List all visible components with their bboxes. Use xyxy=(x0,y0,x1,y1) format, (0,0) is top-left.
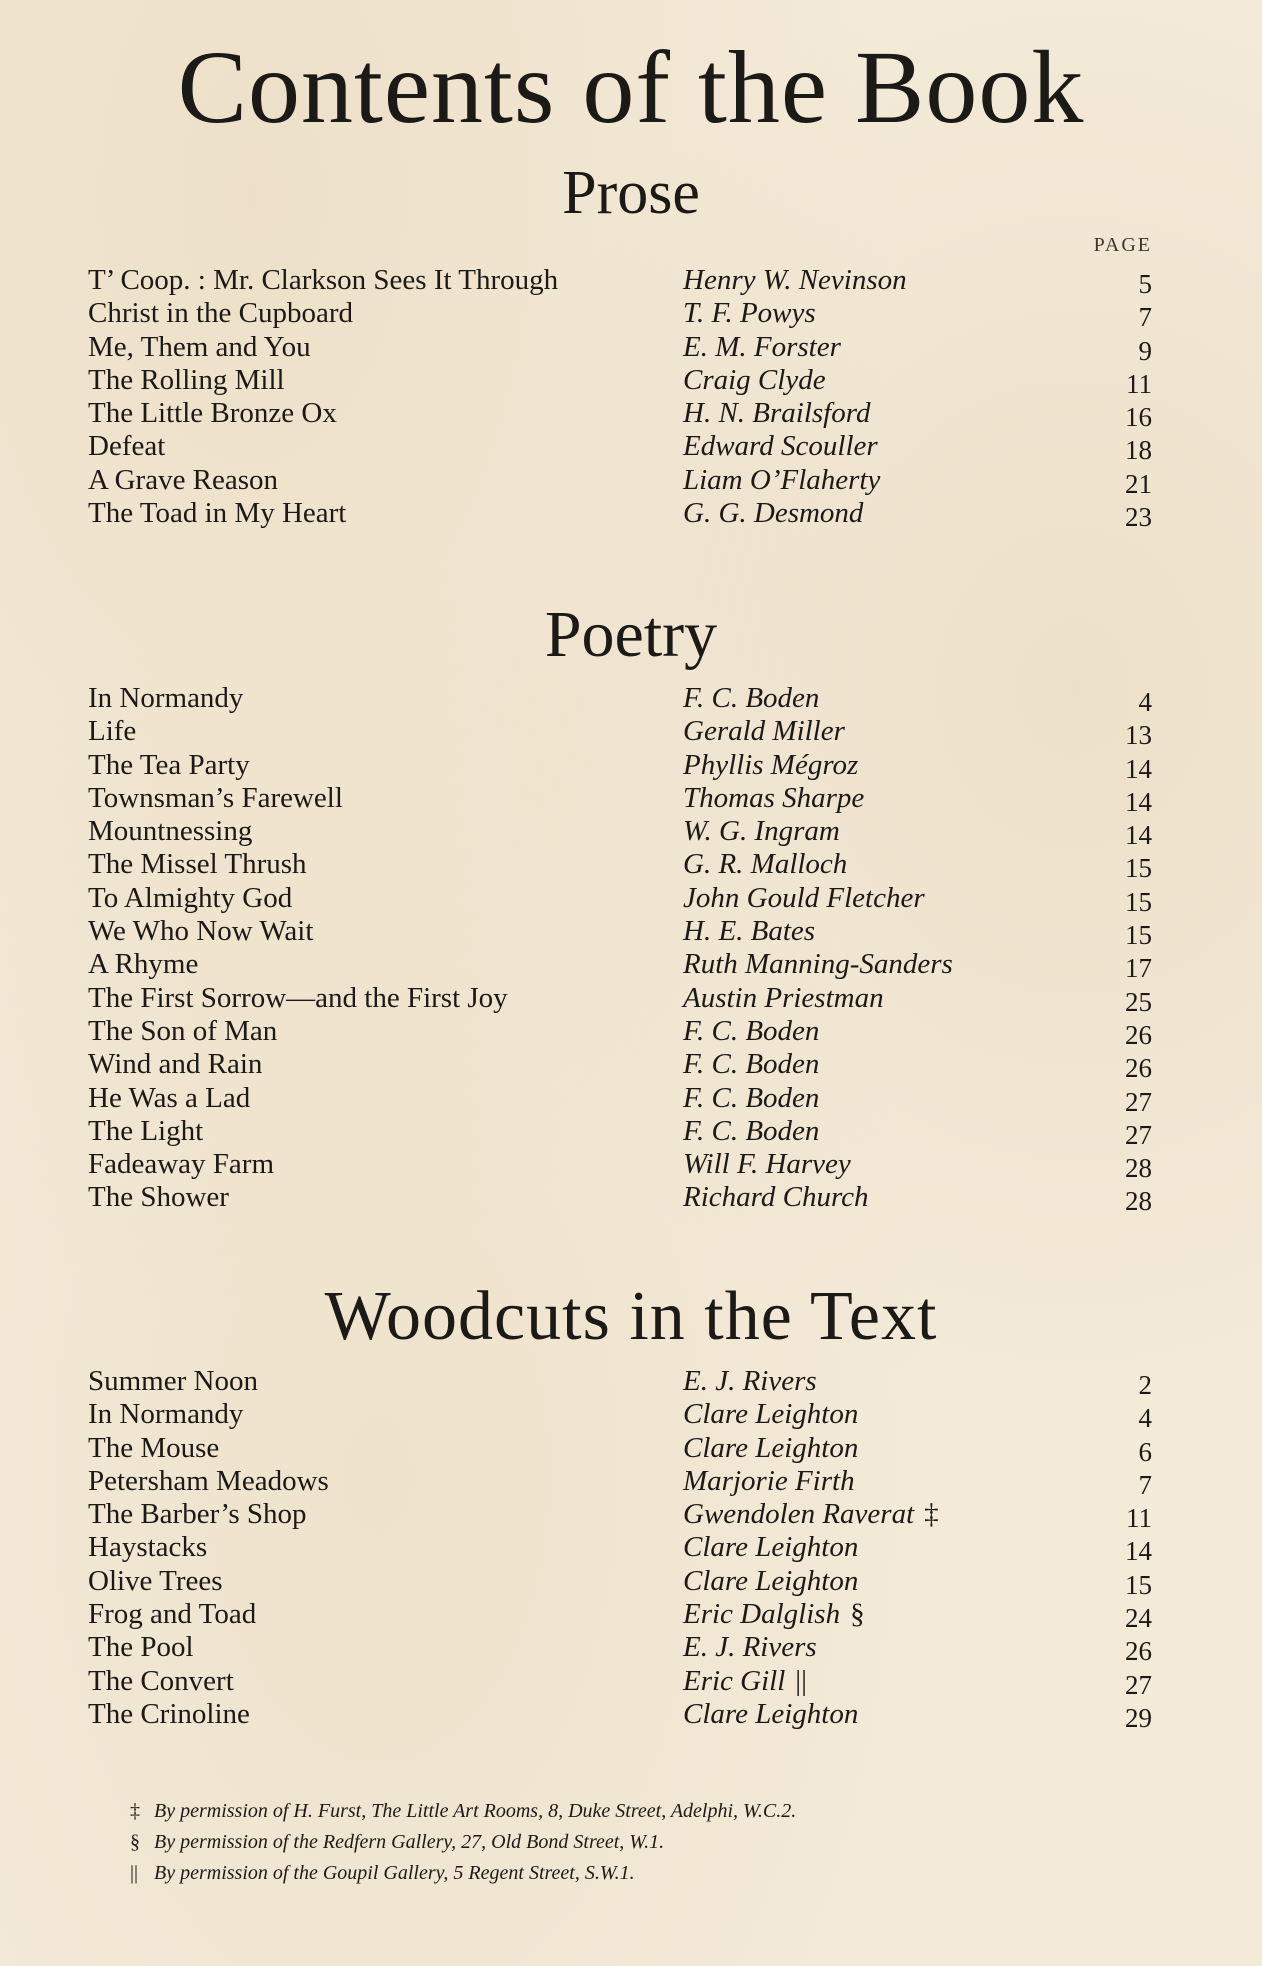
entry-page-number: 17 xyxy=(1125,953,1152,984)
entry-author xyxy=(683,1565,858,1598)
entry-author xyxy=(683,364,826,397)
entry-page-number: 28 xyxy=(1125,1153,1152,1184)
entry-author-name: Clare Leighton xyxy=(683,1531,859,1564)
entry-author-name: Clare Leighton xyxy=(683,1431,859,1464)
entry-title: Frog and Toad xyxy=(88,1598,257,1631)
contents-entry xyxy=(88,815,1152,851)
contents-entry xyxy=(88,1048,1152,1084)
entry-author xyxy=(683,1498,939,1531)
entry-title: To Almighty God xyxy=(88,881,293,914)
entry-page-number: 21 xyxy=(1125,468,1152,499)
footnote-symbol: ‡ xyxy=(130,1800,140,1822)
entry-author xyxy=(683,848,847,881)
entry-author xyxy=(683,1082,819,1115)
entry-page-number: 6 xyxy=(1138,1436,1152,1467)
contents-entry xyxy=(88,1465,1152,1498)
footnote-mark: ‡ xyxy=(924,1498,939,1531)
entry-page-number: 5 xyxy=(1138,269,1152,299)
entry-title: Townsman’s Farewell xyxy=(88,781,343,814)
footnote-text: By permission of the Goupil Gallery, 5 Regent Street, S.W.1. xyxy=(154,1862,635,1884)
entry-author-name: Thomas Sharpe xyxy=(683,781,865,814)
woodcuts-heading: Woodcuts in the Text xyxy=(324,1278,938,1355)
footnote-text: By permission of the Redfern Gallery, 27, Old Bond Street, W.1. xyxy=(154,1831,665,1853)
entry-page-number: 15 xyxy=(1125,920,1152,951)
entry-author-name: Gwendolen Raverat xyxy=(683,1498,915,1531)
contents-entry xyxy=(88,497,1152,533)
entry-author xyxy=(683,1432,858,1465)
entry-title: The Shower xyxy=(88,1181,229,1214)
contents-entry xyxy=(88,915,1152,951)
entry-title: T’ Coop. : Mr. Clarkson Sees It Through xyxy=(88,264,559,296)
entry-author-name: G. G. Desmond xyxy=(683,497,864,530)
entry-title: In Normandy xyxy=(88,682,244,714)
entry-author xyxy=(683,1665,807,1698)
entry-author-name: H. E. Bates xyxy=(683,915,816,948)
contents-entry xyxy=(88,1015,1152,1048)
entry-author-name: Ruth Manning-Sanders xyxy=(683,948,953,981)
entry-title: The Barber’s Shop xyxy=(88,1498,307,1531)
entry-title: Haystacks xyxy=(88,1531,208,1564)
entry-author xyxy=(683,297,816,330)
contents-entry xyxy=(88,1148,1152,1184)
entry-page-number: 24 xyxy=(1125,1603,1152,1634)
entry-title: The Pool xyxy=(88,1631,194,1664)
footnote-symbol: || xyxy=(130,1862,139,1884)
contents-entry xyxy=(88,948,1152,984)
entry-author-name: F. C. Boden xyxy=(683,1014,820,1047)
entry-author xyxy=(683,1631,817,1664)
entry-page-number: 27 xyxy=(1125,1669,1152,1700)
entry-author-name: Will F. Harvey xyxy=(683,1148,851,1181)
entry-page-number: 29 xyxy=(1125,1702,1152,1733)
page-title: Contents of the Book xyxy=(177,30,1085,145)
footnotes xyxy=(130,1796,1030,1889)
contents-entry xyxy=(88,749,1152,782)
contents-entry xyxy=(88,848,1152,884)
footnote-mark: || xyxy=(795,1664,807,1697)
entry-title: The Missel Thrush xyxy=(88,848,307,881)
poetry-list xyxy=(88,682,1152,1215)
contents-entry xyxy=(88,1181,1152,1217)
entry-author-name: Phyllis Mégroz xyxy=(683,748,859,781)
entry-author-name: E. J. Rivers xyxy=(683,1365,817,1397)
entry-author xyxy=(683,1181,869,1214)
entry-title: Life xyxy=(88,715,137,748)
entry-page-number: 15 xyxy=(1125,853,1152,884)
entry-author xyxy=(683,882,925,915)
entry-author-name: Richard Church xyxy=(683,1181,869,1214)
entry-page-number: 26 xyxy=(1125,1636,1152,1667)
entry-author xyxy=(683,948,953,981)
contents-entry xyxy=(88,1432,1152,1465)
entry-page-number: 23 xyxy=(1125,502,1152,533)
entry-author-name: W. G. Ingram xyxy=(683,815,840,848)
entry-author-name: F. C. Boden xyxy=(683,1081,820,1114)
entry-title: The First Sorrow—and the First Joy xyxy=(88,981,508,1014)
entry-title: The Convert xyxy=(88,1664,234,1697)
contents-entry xyxy=(88,882,1152,915)
entry-title: Olive Trees xyxy=(88,1564,223,1597)
entry-author-name: Henry W. Nevinson xyxy=(683,264,907,296)
prose-heading: Prose xyxy=(562,159,700,227)
entry-author-name: Clare Leighton xyxy=(683,1398,859,1431)
entry-author-name: Gerald Miller xyxy=(683,715,845,748)
footnote-mark: § xyxy=(850,1598,865,1631)
entry-page-number: 25 xyxy=(1125,986,1152,1017)
contents-entry xyxy=(88,1565,1152,1598)
entry-page-number: 28 xyxy=(1125,1186,1152,1217)
entry-author xyxy=(683,1698,858,1731)
contents-entry xyxy=(88,1698,1152,1731)
entry-page-number: 27 xyxy=(1125,1119,1152,1150)
entry-page-number: 9 xyxy=(1138,335,1152,366)
entry-title: Mountnessing xyxy=(88,815,253,848)
entry-page-number: 18 xyxy=(1125,435,1152,466)
entry-author xyxy=(683,497,863,530)
entry-author xyxy=(683,1531,858,1564)
footnote xyxy=(130,1796,1030,1827)
contents-entry xyxy=(88,464,1152,497)
entry-author xyxy=(683,1015,819,1048)
entry-author-name: Clare Leighton xyxy=(683,1564,859,1597)
entry-author xyxy=(683,715,845,748)
contents-entry xyxy=(88,1631,1152,1667)
entry-title: In Normandy xyxy=(88,1398,244,1431)
contents-entry xyxy=(88,982,1152,1015)
entry-author-name: Marjorie Firth xyxy=(683,1464,855,1497)
contents-entry xyxy=(88,715,1152,751)
woodcuts-list xyxy=(88,1365,1152,1731)
entry-author xyxy=(683,1148,851,1181)
entry-author xyxy=(683,1598,865,1631)
contents-entry xyxy=(88,1082,1152,1115)
entry-page-number: 4 xyxy=(1138,687,1152,717)
entry-title: Wind and Rain xyxy=(88,1048,263,1081)
entry-title: A Rhyme xyxy=(88,948,199,981)
entry-author xyxy=(683,1465,855,1498)
contents-entry xyxy=(88,1365,1152,1398)
entry-title: The Mouse xyxy=(88,1431,220,1464)
footnote-text: By permission of H. Furst, The Little Art Rooms, 8, Duke Street, Adelphi, W.C.2. xyxy=(154,1800,797,1822)
entry-page-number: 27 xyxy=(1125,1086,1152,1117)
entry-title: Petersham Meadows xyxy=(88,1464,329,1497)
entry-title: The Little Bronze Ox xyxy=(88,397,337,430)
entry-author-name: Clare Leighton xyxy=(683,1697,859,1730)
entry-page-number: 14 xyxy=(1125,753,1152,784)
entry-author-name: H. N. Brailsford xyxy=(683,397,871,430)
contents-entry xyxy=(88,1665,1152,1698)
footnote xyxy=(130,1827,1030,1858)
entry-title: The Rolling Mill xyxy=(88,363,285,396)
entry-author xyxy=(683,1365,817,1398)
entry-page-number: 7 xyxy=(1138,1469,1152,1500)
entry-author xyxy=(683,982,884,1015)
poetry-heading: Poetry xyxy=(544,598,718,671)
entry-author-name: T. F. Powys xyxy=(683,297,816,330)
entry-author-name: John Gould Fletcher xyxy=(683,881,925,914)
footnote-symbol: § xyxy=(130,1831,140,1853)
entry-page-number: 15 xyxy=(1125,886,1152,917)
contents-entry xyxy=(88,1398,1152,1434)
entry-author xyxy=(683,430,878,463)
entry-page-number: 4 xyxy=(1138,1403,1152,1434)
entry-author xyxy=(683,1398,858,1431)
entry-author-name: E. M. Forster xyxy=(683,330,841,363)
contents-entry xyxy=(88,430,1152,466)
entry-page-number: 11 xyxy=(1126,1503,1152,1534)
entry-page-number: 15 xyxy=(1125,1569,1152,1600)
entry-author-name: Eric Dalglish xyxy=(683,1598,841,1631)
entry-page-number: 16 xyxy=(1125,402,1152,433)
entry-title: Defeat xyxy=(88,430,166,463)
entry-page-number: 7 xyxy=(1138,302,1152,333)
entry-author-name: Eric Gill xyxy=(683,1664,786,1697)
entry-page-number: 26 xyxy=(1125,1053,1152,1084)
entry-page-number: 14 xyxy=(1125,786,1152,817)
entry-title: A Grave Reason xyxy=(88,463,279,496)
entry-title: The Crinoline xyxy=(88,1697,250,1730)
entry-author xyxy=(683,915,815,948)
entry-title: The Toad in My Heart xyxy=(88,497,347,530)
entry-author xyxy=(683,397,870,430)
contents-entry xyxy=(88,1531,1152,1567)
contents-entry xyxy=(88,297,1152,333)
entry-page-number: 11 xyxy=(1126,368,1152,399)
entry-author-name: Craig Clyde xyxy=(683,363,826,396)
entry-author-name: F. C. Boden xyxy=(683,1114,820,1147)
contents-entry xyxy=(88,364,1152,397)
entry-author xyxy=(683,815,840,848)
entry-page-number: 14 xyxy=(1125,820,1152,851)
entry-page-number: 26 xyxy=(1125,1019,1152,1050)
entry-title: Fadeaway Farm xyxy=(88,1148,275,1181)
contents-entry xyxy=(88,397,1152,433)
entry-page-number: 14 xyxy=(1125,1536,1152,1567)
contents-entry xyxy=(88,331,1152,364)
entry-title: Summer Noon xyxy=(88,1365,258,1397)
entry-author-name: F. C. Boden xyxy=(683,1048,820,1081)
entry-page-number: 2 xyxy=(1138,1370,1152,1400)
entry-title: He Was a Lad xyxy=(88,1081,251,1114)
entry-author-name: Austin Priestman xyxy=(683,981,884,1014)
entry-author-name: G. R. Malloch xyxy=(683,848,848,881)
entry-author xyxy=(683,682,819,715)
contents-entry xyxy=(88,782,1152,815)
contents-entry xyxy=(88,1115,1152,1148)
contents-entry xyxy=(88,1498,1152,1534)
prose-list xyxy=(88,264,1152,533)
entry-title: The Light xyxy=(88,1114,204,1147)
page-column-label: PAGE xyxy=(1093,234,1152,256)
entry-author xyxy=(683,331,841,364)
entry-author xyxy=(683,264,907,297)
entry-title: Christ in the Cupboard xyxy=(88,297,354,330)
entry-author-name: Liam O’Flaherty xyxy=(683,463,881,496)
entry-title: The Son of Man xyxy=(88,1014,278,1047)
entry-page-number: 13 xyxy=(1125,720,1152,751)
entry-title: The Tea Party xyxy=(88,748,250,781)
entry-author-name: E. J. Rivers xyxy=(683,1631,817,1664)
contents-entry xyxy=(88,264,1152,297)
footnote xyxy=(130,1858,1030,1889)
entry-author-name: Edward Scouller xyxy=(683,430,878,463)
entry-author xyxy=(683,1115,819,1148)
entry-author-name: F. C. Boden xyxy=(683,682,820,714)
entry-title: Me, Them and You xyxy=(88,330,311,363)
entry-author xyxy=(683,464,880,497)
entry-author xyxy=(683,1048,819,1081)
entry-title: We Who Now Wait xyxy=(88,915,314,948)
entry-author xyxy=(683,782,864,815)
contents-entry xyxy=(88,1598,1152,1634)
contents-entry xyxy=(88,682,1152,715)
entry-author xyxy=(683,749,858,782)
